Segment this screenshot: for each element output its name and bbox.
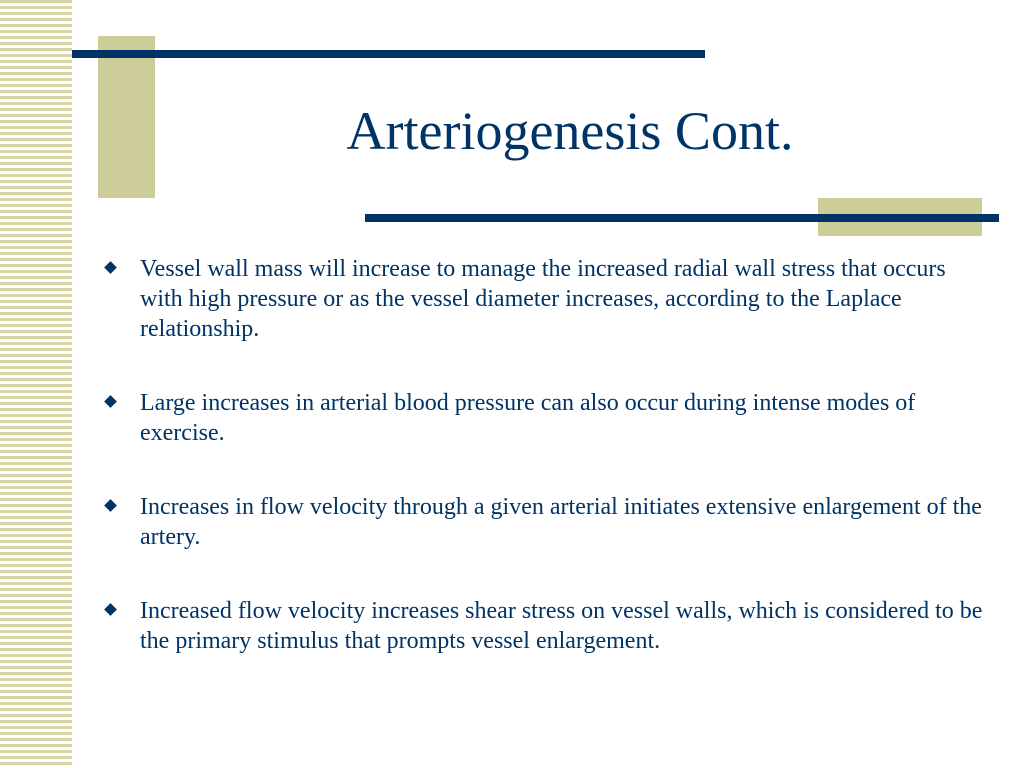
diamond-bullet-icon — [104, 395, 117, 408]
bullet-item — [104, 596, 984, 656]
diamond-bullet-icon — [104, 261, 117, 274]
diamond-bullet-icon — [104, 603, 117, 616]
bullet-text: Large increases in arterial blood pressure can also occur during intense modes of exercise. — [140, 390, 916, 446]
bullet-item — [104, 254, 984, 344]
navy-rule-top — [72, 50, 705, 58]
bullet-text: Increased flow velocity increases shear stress on vessel walls, which is considered to be the primary stimulus that prompts vessel enlargement. — [140, 598, 983, 654]
bullet-item — [104, 492, 984, 552]
tan-accent-block-left — [98, 36, 155, 198]
striped-margin-decoration — [0, 0, 72, 768]
navy-rule-bottom — [365, 214, 999, 222]
bullet-text: Increases in flow velocity through a given arterial initiates extensive enlargement of the artery. — [140, 494, 982, 550]
bullet-list — [104, 254, 984, 700]
bullet-text: Vessel wall mass will increase to manage the increased radial wall stress that occurs with high pressure or as the vessel diameter increases, according to the Laplace relationship. — [140, 256, 946, 342]
slide-title: Arteriogenesis Cont. — [346, 101, 794, 161]
bullet-item — [104, 388, 984, 448]
diamond-bullet-icon — [104, 499, 117, 512]
